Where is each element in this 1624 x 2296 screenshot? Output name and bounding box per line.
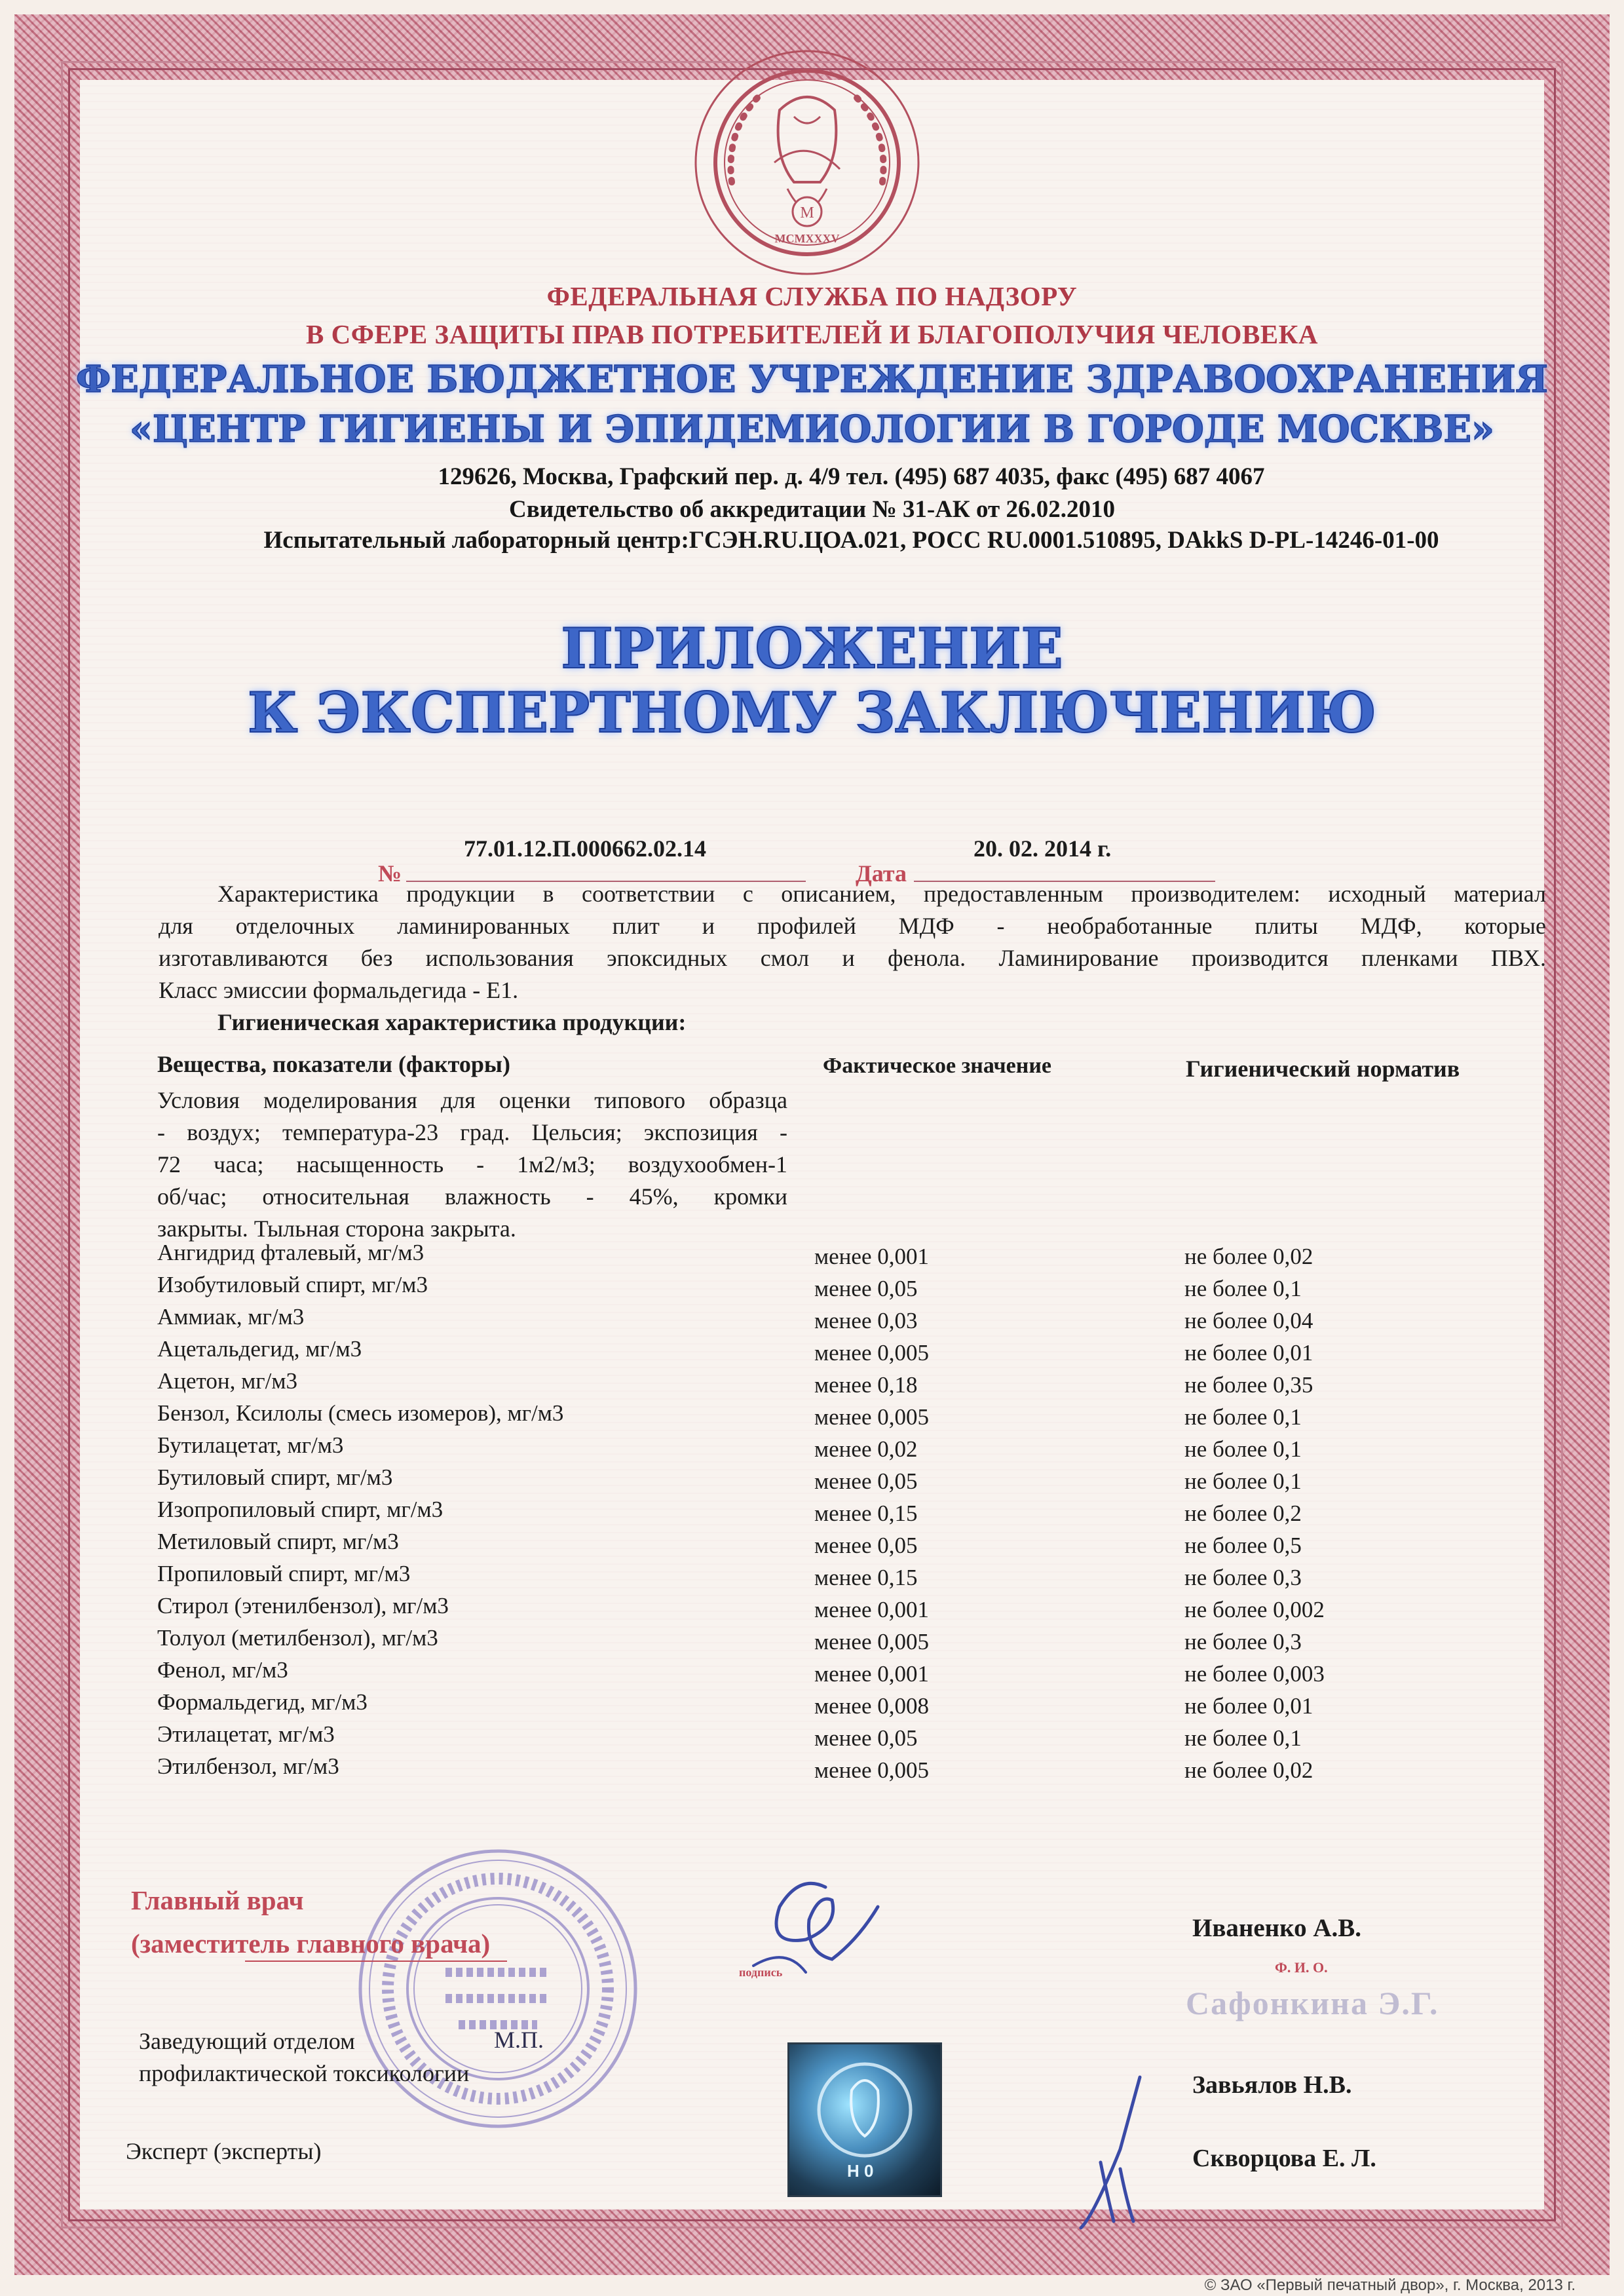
title-line-1: ПРИЛОЖЕНИЕ <box>561 616 1063 681</box>
norm-value: не более 0,1 <box>1184 1404 1302 1430</box>
actual-value: менее 0,15 <box>814 1565 918 1590</box>
org-name-line-2: «ЦЕНТР ГИГИЕНЫ И ЭПИДЕМИОЛОГИИ В ГОРОДЕ МОСКВЕ» <box>129 408 1495 451</box>
table-row <box>0 1721 1624 1753</box>
hologram-number: Н 0 <box>847 2161 874 2181</box>
org-address: 129626, Москва, Графский пер. д. 4/9 тел. (495) 687 4035, факс (495) 687 4067 <box>438 463 1265 490</box>
substance-name: Этилацетат, мг/м3 <box>157 1721 335 1747</box>
chief-name: Иваненко А.В. <box>1192 1914 1362 1942</box>
hologram-sticker <box>789 2044 940 2195</box>
test-conditions <box>157 1084 787 1245</box>
table-row <box>0 1400 1624 1432</box>
norm-value: не более 0,1 <box>1184 1276 1302 1301</box>
substance-name: Бутиловый спирт, мг/м3 <box>157 1464 393 1490</box>
actual-value: менее 0,15 <box>814 1501 918 1526</box>
substance-name: Ацетальдегид, мг/м3 <box>157 1336 362 1362</box>
emblem-year: MCMXXXV <box>774 232 840 245</box>
col-header-actual: Фактическое значение <box>823 1054 1052 1078</box>
substance-name: Этилбензол, мг/м3 <box>157 1753 339 1779</box>
actual-value: менее 0,05 <box>814 1276 918 1301</box>
table-row <box>0 1497 1624 1529</box>
chief-deputy-label: (заместитель главного врача) <box>131 1928 491 1959</box>
table-row <box>0 1561 1624 1593</box>
table-row <box>0 1753 1624 1786</box>
substance-name: Ацетон, мг/м3 <box>157 1368 297 1394</box>
table-row <box>0 1689 1624 1721</box>
norm-value: не более 0,5 <box>1184 1533 1302 1558</box>
emblem-letter: M <box>800 204 814 221</box>
actual-value: менее 0,02 <box>814 1436 918 1462</box>
substance-name: Ангидрид фталевый, мг/м3 <box>157 1240 425 1265</box>
expert-label: Эксперт (эксперты) <box>126 2138 322 2164</box>
chief-underline <box>245 1961 507 1962</box>
substance-name: Метиловый спирт, мг/м3 <box>157 1529 399 1554</box>
number-label: № <box>378 860 402 887</box>
norm-value: не более 0,04 <box>1184 1308 1313 1333</box>
table-row <box>0 1464 1624 1497</box>
table-row <box>0 1625 1624 1657</box>
substance-name: Бензол, Ксилолы (смесь изомеров), мг/м3 <box>157 1400 564 1426</box>
actual-value: менее 0,03 <box>814 1308 918 1333</box>
actual-value: менее 0,005 <box>814 1404 929 1430</box>
doc-number: 77.01.12.П.000662.02.14 <box>464 835 707 862</box>
description-line: изготавливаются без использования эпоксидных смол и фенола. Ламинирование производится пленками ПВХ. <box>159 945 1546 971</box>
doc-date: 20. 02. 2014 г. <box>973 835 1112 862</box>
org-name-line-1: ФЕДЕРАЛЬНОЕ БЮДЖЕТНОЕ УЧРЕЖДЕНИЕ ЗДРАВООХРАНЕНИЯ <box>75 358 1549 401</box>
norm-value: не более 0,3 <box>1184 1629 1302 1655</box>
norm-value: не более 0,002 <box>1184 1597 1325 1622</box>
table-row <box>0 1304 1624 1336</box>
substance-name: Пропиловый спирт, мг/м3 <box>157 1561 411 1586</box>
description-line: Класс эмиссии формальдегида - Е1. <box>159 977 519 1003</box>
substance-name: Фенол, мг/м3 <box>157 1657 288 1683</box>
condition-line: закрыты. Тыльная сторона закрыта. <box>157 1215 516 1242</box>
condition-line: 72 часа; насыщенность - 1м2/м3; воздухообмен-1 <box>157 1151 787 1177</box>
condition-line: Условия моделирования для оценки типового образца <box>157 1087 787 1113</box>
title-line-2: К ЭКСПЕРТНОМУ ЗАКЛЮЧЕНИЮ <box>247 680 1377 745</box>
chief-signature-icon <box>727 1867 897 1985</box>
chief-label: Главный врач <box>131 1885 304 1915</box>
product-description <box>159 878 1546 1006</box>
substance-name: Толуол (метилбензол), мг/м3 <box>157 1625 438 1651</box>
expert-signature-icon <box>1042 2071 1173 2241</box>
table-row <box>0 1240 1624 1272</box>
actual-value: менее 0,005 <box>814 1629 929 1655</box>
date-label: Дата <box>856 860 907 887</box>
table-row <box>0 1657 1624 1689</box>
actual-value: менее 0,05 <box>814 1725 918 1751</box>
substance-name: Аммиак, мг/м3 <box>157 1304 305 1330</box>
actual-value: менее 0,008 <box>814 1693 929 1719</box>
actual-value: менее 0,05 <box>814 1468 918 1494</box>
actual-value: менее 0,05 <box>814 1533 918 1558</box>
norm-value: не более 0,01 <box>1184 1693 1313 1719</box>
description-line: Характеристика продукции в соответствии с описанием, предоставленным производителем: исходный материал <box>217 881 1546 907</box>
table-row <box>0 1593 1624 1625</box>
substance-name: Бутилацетат, мг/м3 <box>157 1432 344 1458</box>
norm-value: не более 0,02 <box>1184 1757 1313 1783</box>
round-stamp-icon <box>347 1835 649 2143</box>
hygiene-heading: Гигиеническая характеристика продукции: <box>217 1009 687 1035</box>
actual-value: менее 0,001 <box>814 1597 929 1622</box>
copyright: © ЗАО «Первый печатный двор», г. Москва, 2013 г. <box>1204 2276 1576 2294</box>
description-line: для отделочных ламинированных плит и профилей МДФ - необработанные плиты МДФ, которые <box>159 913 1546 939</box>
stamp-place-label: М.П. <box>494 2027 544 2053</box>
condition-line: - воздух; температура-23 град. Цельсия; экспозиция - <box>157 1119 787 1145</box>
expert-name: Скворцова Е. Л. <box>1192 2145 1376 2172</box>
actual-value: менее 0,001 <box>814 1244 929 1269</box>
center-emblem-icon <box>663 31 951 294</box>
norm-value: не более 0,1 <box>1184 1436 1302 1462</box>
table-row <box>0 1272 1624 1304</box>
accreditation: Свидетельство об аккредитации № 31-АК от 26.02.2010 <box>509 496 1115 523</box>
col-header-substance: Вещества, показатели (факторы) <box>157 1051 510 1077</box>
actual-value: менее 0,005 <box>814 1340 929 1366</box>
norm-value: не более 0,02 <box>1184 1244 1313 1269</box>
norm-value: не более 0,3 <box>1184 1565 1302 1590</box>
substance-name: Изопропиловый спирт, мг/м3 <box>157 1497 444 1522</box>
head-dept-label-2: профилактической токсикологии <box>139 2060 470 2086</box>
substance-name: Стирол (этенилбензол), мг/м3 <box>157 1593 449 1618</box>
norm-value: не более 0,1 <box>1184 1468 1302 1494</box>
norm-value: не более 0,35 <box>1184 1372 1313 1398</box>
actual-value: менее 0,18 <box>814 1372 918 1398</box>
substance-name: Изобутиловый спирт, мг/м3 <box>157 1272 428 1297</box>
substance-name: Формальдегид, мг/м3 <box>157 1689 368 1715</box>
actual-value: менее 0,005 <box>814 1757 929 1783</box>
header-line-1: ФЕДЕРАЛЬНАЯ СЛУЖБА ПО НАДЗОРУ <box>546 281 1078 311</box>
norm-value: не более 0,2 <box>1184 1501 1302 1526</box>
fio-caption: Ф. И. О. <box>1275 1959 1328 1976</box>
norm-value: не более 0,1 <box>1184 1725 1302 1751</box>
condition-line: об/час; относительная влажность - 45%, кромки <box>157 1183 787 1210</box>
table-row <box>0 1336 1624 1368</box>
head-dept-label: Заведующий отделом <box>139 2028 355 2054</box>
norm-value: не более 0,01 <box>1184 1340 1313 1366</box>
header-line-2: В СФЕРЕ ЗАЩИТЫ ПРАВ ПОТРЕБИТЕЛЕЙ И БЛАГОПОЛУЧИЯ ЧЕЛОВЕКА <box>306 319 1318 349</box>
norm-value: не более 0,003 <box>1184 1661 1325 1687</box>
lab-center: Испытательный лабораторный центр:ГСЭН.RU.ЦОА.021, РОСС RU.0001.510895, DAkkS D-PL-14246-01-00 <box>263 527 1439 554</box>
signature-caption: подпись <box>739 1966 783 1979</box>
faded-name: Сафонкина Э.Г. <box>1186 1985 1439 2021</box>
table-row <box>0 1368 1624 1400</box>
col-header-norm: Гигиенический норматив <box>1186 1056 1460 1082</box>
table-row <box>0 1529 1624 1561</box>
table-row <box>0 1432 1624 1464</box>
actual-value: менее 0,001 <box>814 1661 929 1687</box>
head-dept-name: Завьялов Н.В. <box>1192 2071 1352 2099</box>
